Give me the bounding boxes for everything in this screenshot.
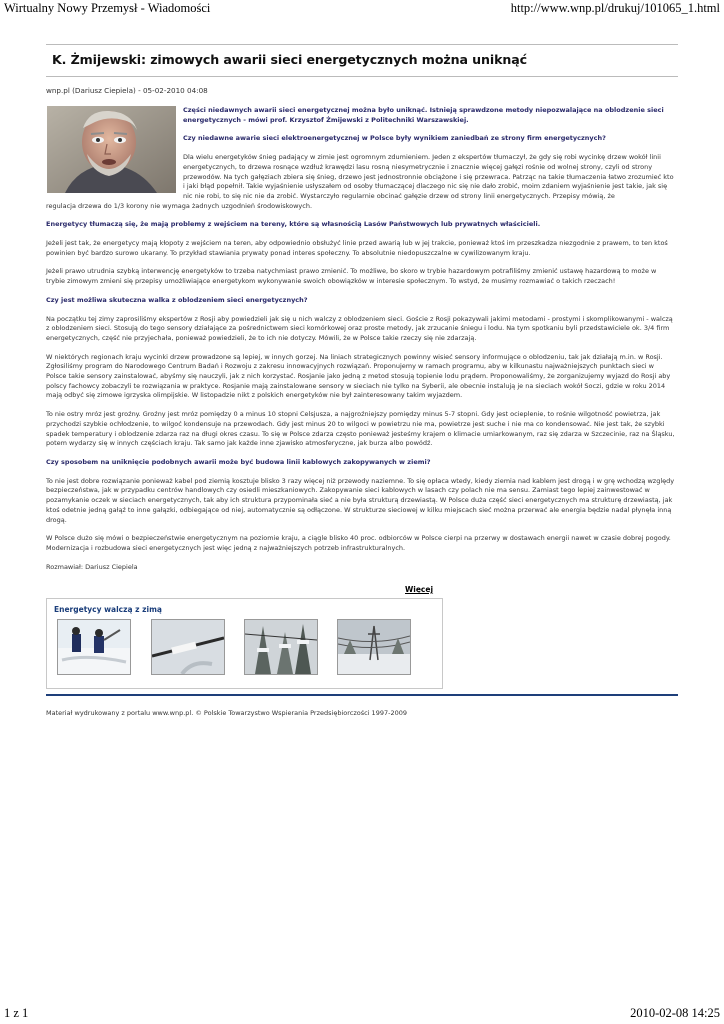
title-divider (46, 76, 678, 77)
answer-3-paragraph-1: Na początku tej zimy zaprosiliśmy ekspertów z Rosji aby powiedzieli jak się u nich walczy z oblodzeniem sieci. Goście z Rosji pokazywali jakimi metodami - prostymi i skomplikowanymi - walczą z oblodzeniem sieci. Stosują do tego sensory działające za pośrednictwem sieci komórkowej oraz proste metody, jak zrzucanie śniegu i lodu. Na tym spotkaniu byli przedstawiciele ok. 3/4 firm energetycznych, część nie przyjechała, ponieważ powiedzieli, że to ich nie dotyczy. Mówili, że w Polsce takie rzeczy się nie zdarzają. (46, 314, 673, 342)
answer-3-paragraph-3: To nie ostry mróz jest groźny. Groźny jest mróz pomiędzy 0 a minus 10 stopni Celsjusza, a najgroźniejszy pomiędzy minus 5-7 stopni. Gdy jest ocieplenie, to rośnie wilgotność powietrza, jak przychodzi szybkie ochłodzenie, to wilgoć kondensuje na przewodach. Gdy jest minus 20 to wilgoci w powietrzu nie ma, powietrze jest suche i nie ma co kondensować. Nie jest tak, że szybki spadek temperatury i oblodzenie zdarza raz na długi okres czasu. To się w Polsce zdarza często ponieważ jesteśmy krajem o klimacie umiarkowanym, raz się zdarza w Szczecinie, raz na Śląsku, potem wydarzy się w innych częściach kraju. Tak samo jak każde inne zjawisko atmosferyczne, jak burza albo powódź. (46, 410, 675, 448)
more-link[interactable]: Więcej (405, 585, 434, 594)
print-timestamp: 2010-02-08 14:25 (630, 1006, 720, 1020)
question-3: Czy jest możliwa skuteczna walka z oblodzeniem sieci energetycznych? (46, 295, 308, 304)
article-body (46, 106, 676, 581)
print-header-url: http://www.wnp.pl/drukuj/101065_1.html (510, 1, 720, 15)
question-2: Energetycy tłumaczą się, że mają problemy z wejściem na tereny, które są własnością Lasów Państwowych lub prywatnych właścicieli. (46, 220, 541, 229)
question-4: Czy sposobem na uniknięcie podobnych awarii może być budowa linii kablowych zakopywanych w ziemi? (46, 457, 431, 466)
answer-2-paragraph-1: Jeżeli jest tak, że energetycy mają kłopoty z wejściem na teren, aby odpowiednio obsłużyć linie przed awarią lub w jej trakcie, ponieważ ktoś im przeszkadza niezgodnie z prawem, to ten ktoś powinien być bardzo surowo ukarany. To przykład stawiania prywaty ponad interes społeczny. To absolutnie niedopuszczalne w cywilizowanym kraju. (46, 239, 668, 257)
answer-4-paragraph-2: W Polsce dużo się mówi o bezpieczeństwie energetycznym na poziomie kraju, a ciągle blisko 40 proc. odbiorców w Polsce cierpi na przerwy w dostawach energii nawet w czasie dobrej pogody. Modernizacja i rozbudowa sieci energetycznych jest więc jedną z najważniejszych potrzeb infrastrukturalnych. (46, 534, 671, 552)
snowy-trees-photo[interactable] (244, 619, 318, 675)
answer-1-part-2: regulacja drzewa do 1/3 korony nie wymaga żadnych uzgodnień środowiskowych. (46, 201, 313, 210)
article-title: K. Żmijewski: zimowych awarii sieci energetycznych można uniknąć (52, 52, 527, 67)
footer-divider (46, 694, 678, 696)
print-footer (4, 1006, 720, 1024)
question-1: Czy niedawne awarie sieci elektroenergetycznej w Polsce były wynikiem zaniedbań ze strony firm energetycznych? (183, 134, 606, 143)
answer-1-part-1: Dla wielu energetyków śnieg padający w zimie jest ogromnym zdumieniem. Jeden z ekspertów tłumaczył, że gdy się robi wycinkę drzew wokół linii energetycznych, to drzewa rosnące wzdłuż krawędzi lasu rosną niesymetrycznie i znacznie więcej gałęzi rośnie od wolnej strony, czyli od strony przewodów. Na tych gałęziach zbiera się śnieg, drzewo jest jednostronnie obciążone i się przewraca. Patrząc na takie tłumaczenia łatwo zrozumieć kto i jaki błąd popełnił. Takie wyjaśnienie usłyszałem od osoby tłumaczącej dlaczego nic się nie dało zrobić, moim zdaniem wyjaśnienie jest takie, jak się nic nie robi, to się nic nie da zrobić. Wystarczyło regularnie obcinać gałęzie drzew od strony linii energetycznych. Przepisy mówią, że (183, 153, 674, 200)
answer-4-paragraph-1: To nie jest dobre rozwiązanie ponieważ kabel pod ziemią kosztuje blisko 3 razy więcej niż przewody naziemne. To się opłaca wtedy, kiedy ziemia nad kablem jest drogą i w grę wchodzą względy bezpieczeństwa, jak w przypadku centrów handlowych czy osiedli mieszkaniowych. Zakopywanie sieci kablowych w lasach czy polach nie ma sensu. Zamiast tego lepiej zainwestować w pozamykanie oczek w sieciach energetycznych, tak aby ich struktura przypominała sieć a nie była strukturą drzewiastą. W Polsce duża część sieci energetycznych ma strukturę drzewiastą, jak ktoś odetnie jedną gałąź to inne gałązki, odbiegające od niej, automatycznie są odłączone. W strukturze sieciowej w kilku miejscach sieć można przerwać ale energia będzie nadal płynęła inną drogą. (46, 476, 675, 524)
article-byline: wnp.pl (Dariusz Ciepiela) - 05-02-2010 04:08 (46, 86, 208, 95)
answer-2-paragraph-2: Jeżeli prawo utrudnia szybką interwencję energetyków to trzeba natychmiast prawo zmienić. To możliwe, bo skoro w trybie hazardowym potrafiliśmy zmienić ustawę hazardową to może w trybie zimowym zmieni się przepisy umożliwiające energetykom wykonywanie swoich obowiązków w interesie społecznym. To wstyd, że musimy rozmawiać o takich rzeczach! (46, 267, 657, 286)
workers-in-snow-photo[interactable] (57, 619, 131, 675)
top-divider (46, 44, 678, 45)
photo-gallery (46, 598, 443, 689)
power-line-closeup-photo[interactable] (151, 619, 225, 675)
article-lead: Części niedawnych awarii sieci energetycznej można było uniknąć. Istnieją sprawdzone metody niepozwalające na oblodzenie sieci energetycznych - mówi prof. Krzysztof Żmijewski z Politechniki Warszawskiej. (183, 106, 664, 124)
page-count: 1 z 1 (4, 1006, 29, 1020)
author-line: Rozmawiał: Dariusz Ciepiela (46, 562, 138, 571)
answer-3-paragraph-2: W niektórych regionach kraju wycinki drzew prowadzone są lepiej, w innych gorzej. Na liniach strategicznych powinny wisieć sensory informujące o oblodzeniu, tak jak działają m.in. w Rosji. Zgłosiliśmy program do Narodowego Centrum Badań i Rozwoju z zakresu innowacyjnych rozwiązań. Proponujemy w ramach programu, aby w kilkunastu najważniejszych punktach sieci w Polsce takie sensory zainstalować, abyśmy się nauczyli, jak z nich korzystać. Rosjanie jako jedną z metod stosują topienie lodu prądem. Proponowaliśmy, że zorganizujemy wyjazd do Rosji aby polscy fachowcy zobaczyli te rozwiązania w praktyce. Rosjanie mają zainstalowane sensory w sieciach nie tylko na Syberii, ale obecnie instalują je na sieciach wokół Soczi, gdzie w roku 2014 mają odbyć się zimowe igrzyska olimpijskie. W listopadzie nikt z polskich energetyków nie był zainteresowany takim wyjazdem. (46, 352, 671, 400)
source-note: Materiał wydrukowany z portalu www.wnp.pl. © Polskie Towarzystwo Wspierania Przedsiębiorczości 1997-2009 (46, 709, 407, 717)
print-header-title: Wirtualny Nowy Przemysł - Wiadomości (4, 1, 211, 15)
print-header (4, 0, 720, 16)
gallery-title[interactable]: Energetycy walczą z zimą (54, 605, 162, 614)
power-lines-winter-photo[interactable] (337, 619, 411, 675)
